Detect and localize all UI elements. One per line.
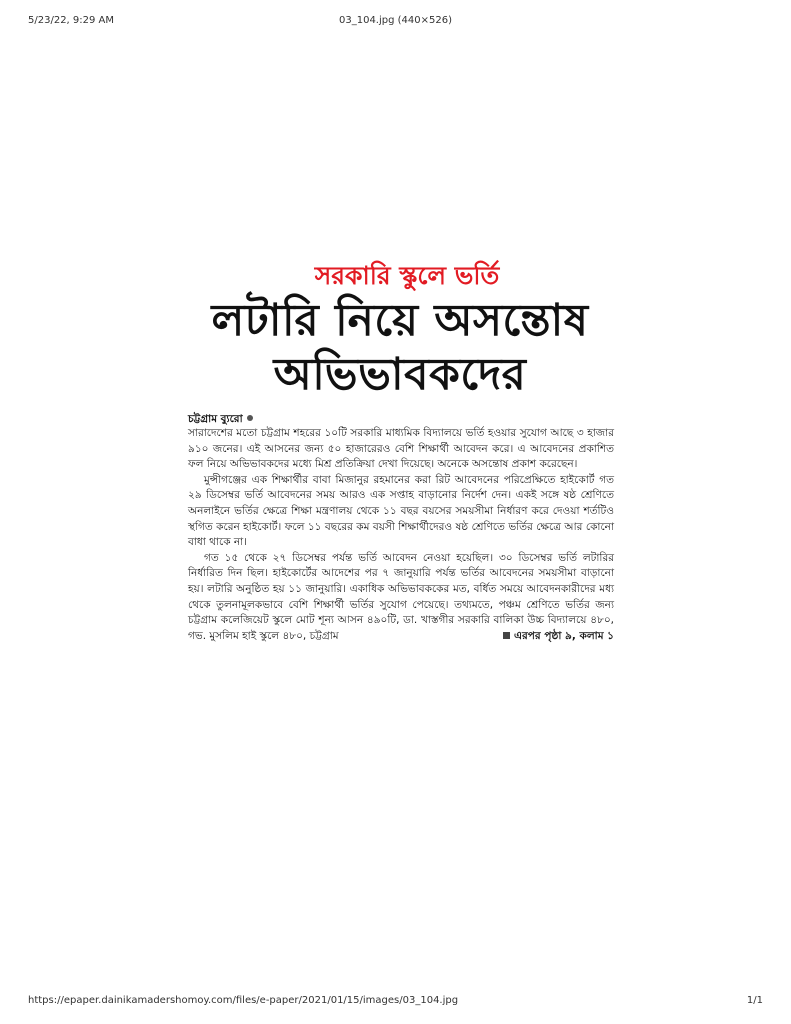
- headline-line-1: লটারি নিয়ে অসন্তোষ: [211, 295, 589, 346]
- paragraph-3: গত ১৫ থেকে ২৭ ডিসেম্বর পর্যন্ত ভর্তি আবেদন নেওয়া হয়েছিল। ৩০ ডিসেম্বর ভর্তি লটারির নির্ধারিত দিন ছিল। হাইকোর্টের আদেশের পর ৭ জানুয়ারি পর্যন্ত ভর্তির আবেদনের সময়সীমা বাড়ানো হয়। লটারি অনুষ্ঠিত হয় ১১ জানুয়ারি। একাধিক অভিভাবককের মত, বর্ধিত সময়ে আবেদনকারীদের মধ্য থেকে তুলনামূলকভাবে বেশি শিক্ষার্থী ভর্তির সুযোগ পেয়েছে। তথ্যমতে, পঞ্চম শ্রেণিতে ভর্তির জন্য চট্টগ্রাম কলেজিয়েট স্কুলে মোট শূন্য আসন ৪৯০টি, ডা. খাস্তগীর সরকারি বালিকা উচ্চ বিদ্যালয়ে ৪৮০, গভ. মুসলিম হাই স্কুলে ৪৮০, চট্টগ্রাম: [188, 551, 614, 642]
- square-bullet-icon: [503, 632, 510, 639]
- bullet-icon: [247, 415, 253, 421]
- continued-text: এরপর পৃষ্ঠা ৯, কলাম ১: [514, 630, 614, 643]
- article-byline: [188, 412, 620, 426]
- print-title: 03_104.jpg (440×526): [339, 15, 452, 26]
- paragraph-1: সারাদেশের মতো চট্টগ্রাম শহরের ১০টি সরকারি মাধ্যমিক বিদ্যালয়ে ভর্তি হওয়ার সুযোগ আছে ৩ হাজার ৯১০ জনের। এই আসনের জন্য ৫০ হাজারেরও বেশি শিক্ষার্থী আবেদন করে। এ আবেদনের প্রকাশিত ফল নিয়ে অভিভাবকদের মধ্যে মিশ্র প্রতিক্রিয়া দেখা দিয়েছে। অনেকে অসন্তোষ প্রকাশ করেছেন।: [188, 427, 614, 471]
- print-header: [28, 14, 763, 28]
- print-datetime: 5/23/22, 9:29 AM: [28, 15, 115, 26]
- byline-text: চট্টগ্রাম ব্যুরো: [188, 413, 243, 425]
- newspaper-clipping: [180, 260, 620, 786]
- headline-line-2: অভিভাবকদের: [273, 349, 527, 400]
- print-page-number: 1/1: [746, 995, 763, 1006]
- article-body: [188, 426, 614, 644]
- article-kicker: সরকারি স্কুলে ভর্তি: [314, 261, 500, 290]
- print-url: https://epaper.dainikamadershomoy.com/files/e-paper/2021/01/15/images/03_104.jpg: [28, 995, 459, 1006]
- paragraph-2: মুন্সীগঞ্জের এক শিক্ষার্থীর বাবা মিজানুর রহমানের করা রিট আবেদনের পরিপ্রেক্ষিতে হাইকোর্ট গত ২৯ ডিসেম্বর ভর্তি আবেদনের সময় আরও এক সপ্তাহ বাড়ানোর নির্দেশ দেন। একই সঙ্গে ষষ্ঠ শ্রেণিতে অনলাইনে ভর্তির ক্ষেত্রে শিক্ষা মন্ত্রণালয় থেকে ১১ বছর বয়সের সময়সীমা নির্ধারণ করে দেওয়া শর্তটিও স্থগিত করেন হাইকোর্ট। ফলে ১১ বছরের কম বয়সী শিক্ষার্থীদেরও ষষ্ঠ শ্রেণিতে ভর্তির ক্ষেত্রে আর কোনো বাধা থাকে না।: [188, 473, 614, 549]
- print-footer: [28, 994, 763, 1008]
- article-headline: [180, 294, 620, 402]
